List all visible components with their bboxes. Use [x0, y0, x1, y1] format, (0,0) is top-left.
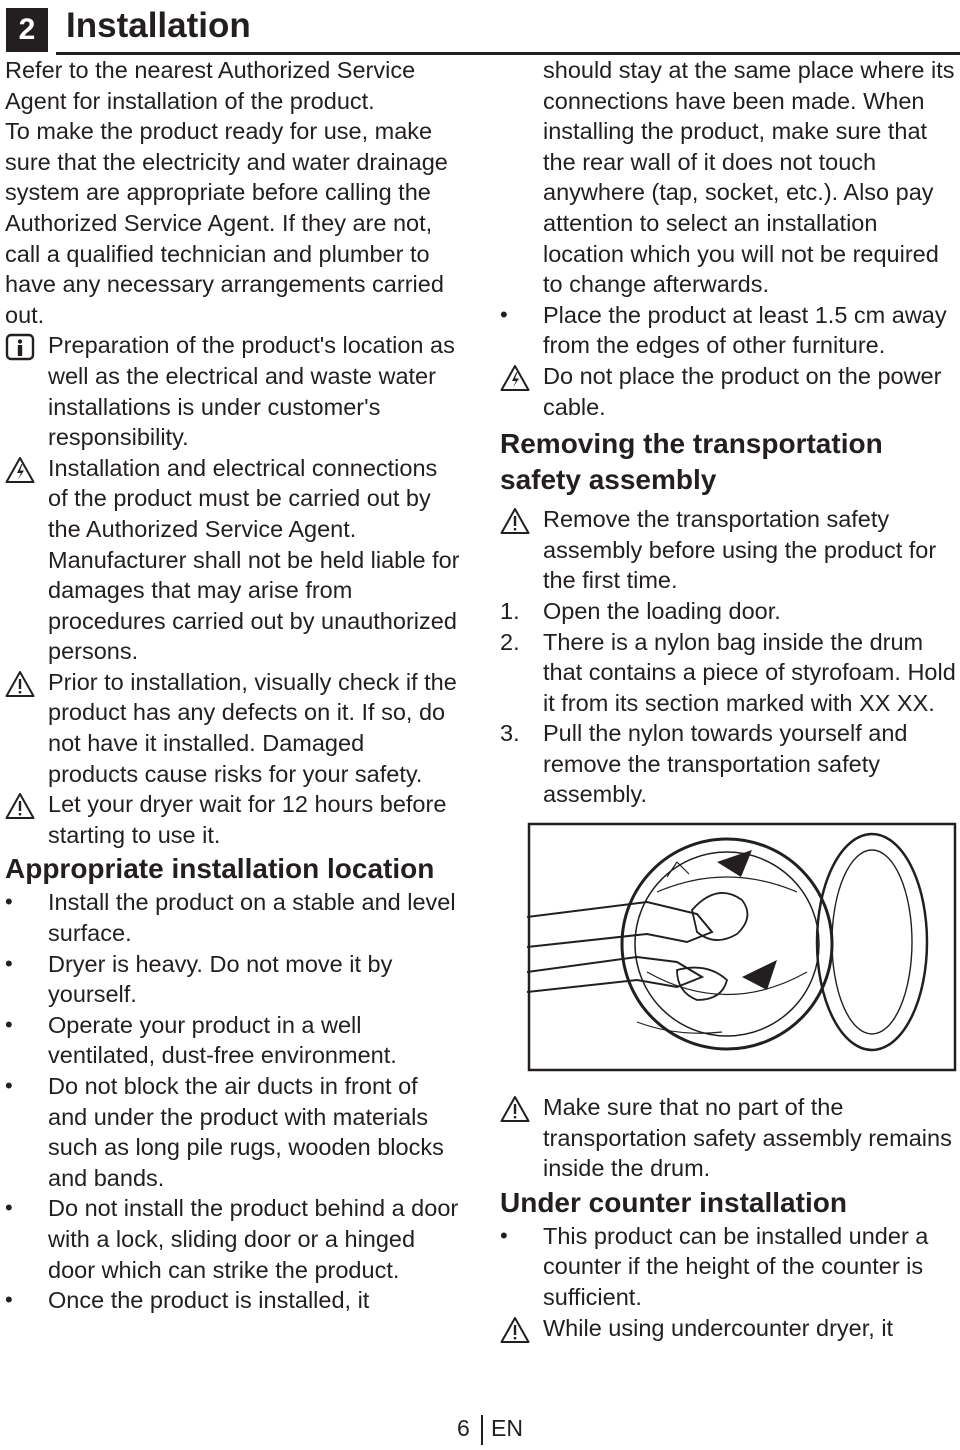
section-heading-counter: Under counter installation [500, 1186, 847, 1218]
warning-note [500, 504, 960, 596]
note-text: Make sure that no part of the transportation safety assembly remains inside the drum. [543, 1094, 952, 1182]
note-text: While using undercounter dryer, it [543, 1314, 894, 1341]
list-item: • This product can be installed under a counter if the height of the counter is sufficient. [500, 1221, 960, 1313]
page-number: 6 [457, 1415, 470, 1441]
warning-note [5, 453, 460, 667]
list-item [500, 596, 960, 627]
list-item [500, 627, 960, 719]
note-text: Installation and electrical connections of the product must be carried out by the Authorized Service Agent. Manufacturer shall not be held liable for damages that may arise from procedures carried out by unauthorized persons. [48, 454, 460, 665]
counter-bullet-list [500, 1221, 960, 1313]
list-item: • Do not install the product behind a door with a lock, sliding door or a hinged door which can strike the product. [5, 1193, 460, 1285]
warning-note [500, 1092, 960, 1184]
list-item [500, 718, 960, 810]
list-item: • Dryer is heavy. Do not move it by yourself. [5, 949, 460, 1010]
warning-icon [500, 1316, 530, 1344]
step-text: There is a nylon bag inside the drum that contains a piece of styrofoam. Hold it from its section marked with XX XX. [543, 628, 956, 716]
info-icon [5, 333, 35, 361]
electric-warning-icon [500, 364, 530, 392]
intro-paragraph: Refer to the nearest Authorized Service Agent for installation of the product. [5, 57, 416, 114]
right-column [500, 55, 960, 1343]
warning-note [500, 1313, 960, 1344]
chapter-number: 2 [6, 8, 48, 52]
page-header [0, 0, 960, 58]
list-item: • Operate your product in a well ventilated, dust-free environment. [5, 1010, 460, 1071]
warning-icon [500, 507, 530, 535]
steps-list [500, 596, 960, 810]
warning-note [5, 789, 460, 850]
list-item: • Do not block the air ducts in front of and under the product with materials such as long pile rugs, wooden blocks and bands. [5, 1071, 460, 1193]
section-heading-location: Appropriate installation location [5, 853, 435, 885]
note-text: Prior to installation, visually check if the product has any defects on it. If so, do not have it installed. Damaged products cause risks for your safety. [48, 668, 457, 787]
list-item: • Install the product on a stable and level surface. [5, 887, 460, 948]
dryer-drum-illustration [527, 822, 957, 1072]
electric-warning-icon [5, 456, 35, 484]
left-column [5, 55, 460, 1316]
step-number: 1. [500, 597, 520, 624]
warning-note [500, 361, 960, 422]
step-number: 3. [500, 720, 520, 747]
note-text: Preparation of the product's location as well as the electrical and waste water installations is under customer's responsibility. [48, 332, 455, 451]
warning-note [5, 667, 460, 789]
info-note [5, 330, 460, 452]
footer-divider [481, 1415, 483, 1445]
step-text: Open the loading door. [543, 597, 781, 624]
section-heading-transport: Removing the transportation safety assembly [500, 428, 883, 496]
list-item: • Once the product is installed, it [5, 1285, 460, 1316]
location-bullet-list [5, 887, 460, 1315]
continued-text: should stay at the same place where its connections have been made. When installing the product, make sure that the rear wall of it does not touch anywhere (tap, socket, etc.). Also pay attention to select an installation location which you will not be required to change afterwards. [543, 57, 955, 298]
note-text: Remove the transportation safety assembly before using the product for the first time. [543, 506, 937, 594]
warning-icon [5, 670, 35, 698]
distance-bullet-list [500, 300, 960, 361]
page-footer [0, 1415, 960, 1445]
list-item: • Place the product at least 1.5 cm away from the edges of other furniture. [500, 300, 960, 361]
warning-icon [500, 1095, 530, 1123]
note-text: Do not place the product on the power cable. [543, 362, 942, 420]
warning-icon [5, 792, 35, 820]
language-code: EN [491, 1415, 523, 1441]
chapter-title: Installation [66, 6, 251, 45]
note-text: Let your dryer wait for 12 hours before starting to use it. [48, 791, 447, 848]
intro-paragraph: To make the product ready for use, make sure that the electricity and water drainage system are appropriate before calling the Authorized Service Agent. If they are not, call a qualified technician and plumber to have any necessary arrangements carried out. [5, 118, 448, 328]
step-number: 2. [500, 628, 520, 655]
step-text: Pull the nylon towards yourself and remove the transportation safety assembly. [543, 720, 908, 808]
